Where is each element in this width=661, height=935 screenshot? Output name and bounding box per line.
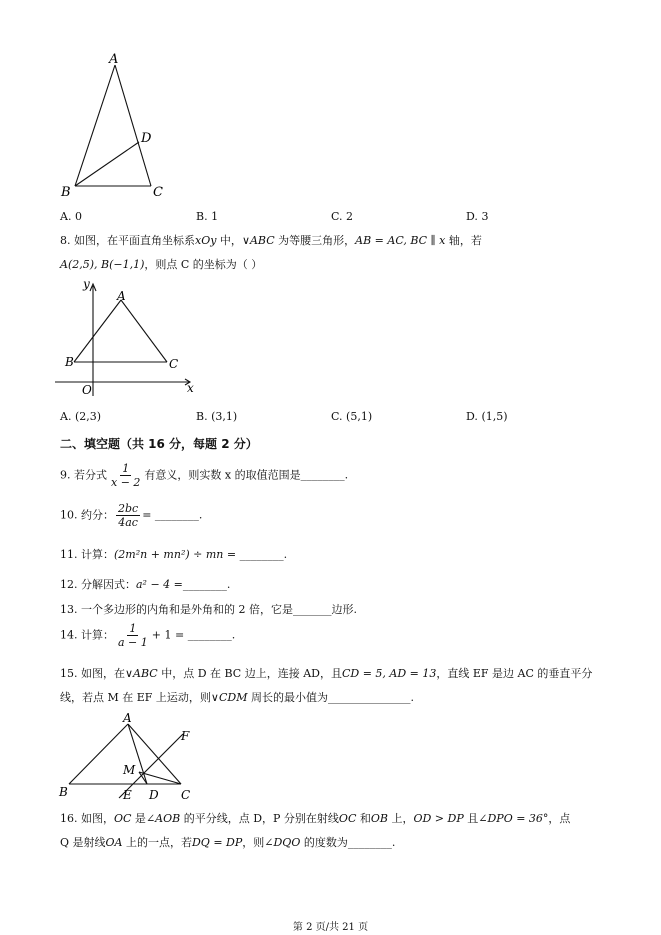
- q8-option-a[interactable]: A. (2,3): [60, 410, 102, 423]
- label-m: M: [123, 763, 136, 777]
- q8-option-c[interactable]: C. (5,1): [331, 410, 373, 423]
- segment-ab-2: [74, 300, 121, 362]
- label-d: D: [141, 131, 152, 146]
- q7-option-a[interactable]: A. 0: [60, 210, 82, 223]
- q15-line-1: 15. 如图，在∨ABC 中，点 D 在 BC 边上，连接 AD，且CD = 5, AD = 13，直线 EF 是边 AC 的垂直平分: [60, 667, 593, 680]
- label-c-3: C: [181, 788, 191, 802]
- label-x: x: [187, 381, 194, 395]
- label-b: B: [61, 185, 71, 200]
- label-f: F: [181, 729, 190, 743]
- label-a-2: A: [117, 289, 126, 303]
- q12: 12. 分解因式：a² − 4 =________.: [60, 578, 231, 591]
- q7-option-c[interactable]: C. 2: [331, 210, 354, 223]
- label-a: A: [109, 52, 119, 67]
- q8-option-d[interactable]: D. (1,5): [466, 410, 508, 423]
- segment-bd: [75, 142, 139, 186]
- segment-ab-3: [69, 724, 128, 784]
- q7-option-b[interactable]: B. 1: [196, 210, 219, 223]
- label-c-2: C: [169, 357, 179, 371]
- q8-option-b[interactable]: B. (3,1): [196, 410, 238, 423]
- figure-coordinate-triangle: [55, 278, 205, 398]
- q10: 10. 约分： $\frac{2bc}{4ac}$ = ________.: [60, 502, 203, 529]
- q8-line-1: 8. 如图，在平面直角坐标系xOy 中，∨ABC 为等腰三角形，AB = AC, BC ∥ x 轴，若: [60, 234, 482, 247]
- label-b-3: B: [59, 785, 68, 799]
- q15-line-2: 线，若点 M 在 EF 上运动，则∨CDM 周长的最小值为_______________.: [60, 691, 414, 704]
- segment-ab: [75, 65, 115, 186]
- section-title-fill-in: 二、填空题（共 16 分，每题 2 分）: [60, 437, 258, 451]
- page-footer: 第 2 页/共 21 页: [292, 922, 369, 933]
- label-b-2: B: [65, 355, 74, 369]
- label-e: E: [123, 788, 132, 802]
- label-o: O: [82, 383, 92, 397]
- q9: 9. 若分式 $\frac{1}{x - 2}$ 有意义，则实数 x 的取值范围是________.: [60, 462, 349, 489]
- segment-ac-3: [128, 724, 181, 784]
- q10-fraction: $\frac{2bc}{4ac}$: [118, 502, 139, 529]
- q8-line-2: A(2,5), B(−1,1)，则点 C 的坐标为（ ）: [60, 258, 263, 271]
- segment-ac-2: [121, 300, 167, 362]
- q16-line-2: Q 是射线OA 上的一点，若DQ = DP，则∠DQO 的度数为________.: [60, 836, 396, 849]
- q13: 13. 一个多边形的内角和是外角和的 2 倍，它是_______边形.: [60, 603, 357, 616]
- q14-fraction: $\frac{1}{a - 1}$: [118, 622, 148, 649]
- q7-option-d[interactable]: D. 3: [466, 210, 489, 223]
- figure-perpendicular-bisector: [55, 710, 205, 805]
- label-c: C: [153, 185, 163, 200]
- q14: 14. 计算： $\frac{1}{a - 1}$ + 1 = ________.: [60, 622, 236, 649]
- figure-triangle-abd: [55, 50, 175, 200]
- q16-line-1: 16. 如图，OC 是∠AOB 的平分线，点 D，P 分别在射线OC 和OB 上，OD > DP 且∠DPO = 36°，点: [60, 812, 571, 825]
- label-d-3: D: [149, 788, 159, 802]
- q11: 11. 计算：(2m²n + mn²) ÷ mn = ________.: [60, 548, 288, 561]
- label-y: y: [83, 278, 90, 291]
- q9-fraction: $\frac{1}{x - 2}$: [111, 462, 141, 489]
- label-a-3: A: [123, 711, 132, 725]
- segment-ac: [115, 65, 151, 186]
